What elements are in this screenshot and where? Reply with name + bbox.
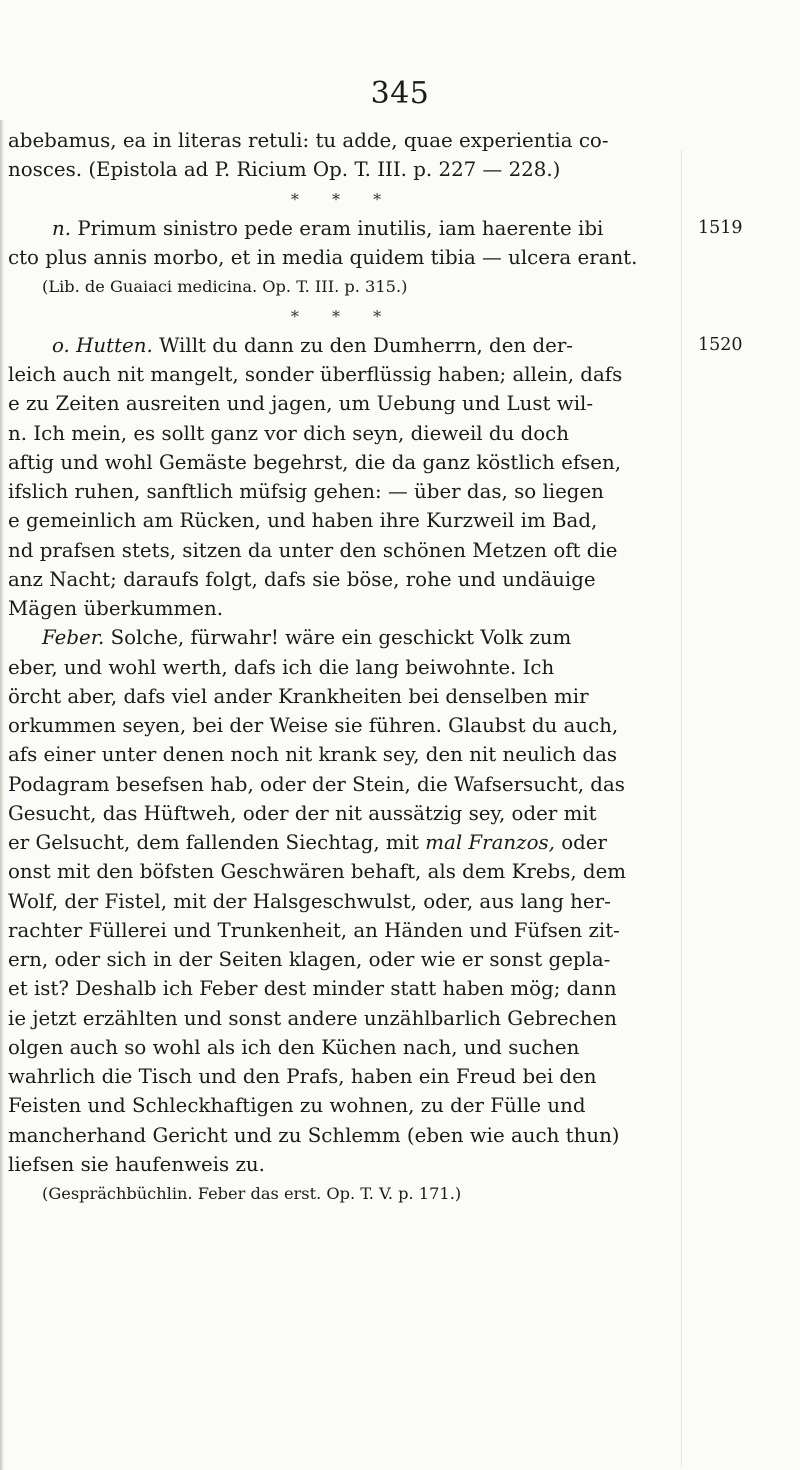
text-line	[8, 887, 678, 916]
text-line	[8, 419, 678, 448]
page-number: 345	[370, 76, 430, 111]
text-run: ifslich ruhen, sanftlich müfsig gehen: — über das, so liegen	[8, 480, 604, 503]
text-line	[8, 682, 678, 711]
text-line	[8, 623, 678, 652]
text-run: ern, oder sich in der Seiten klagen, oder wie er sonst gepla-	[8, 948, 611, 971]
text-line	[8, 1091, 678, 1120]
text-line	[8, 974, 678, 1003]
italic-run: Hutten.	[76, 333, 153, 357]
text-run: n. Ich mein, es sollt ganz vor dich seyn, dieweil du doch	[8, 421, 569, 445]
text-run: Solche, fürwahr! wäre ein geschickt Volk zum	[104, 626, 572, 650]
text-run: Gesucht, das Hüftweh, oder der nit aussätzig sey, oder mit	[8, 801, 597, 825]
body-text	[8, 126, 678, 1208]
text-line	[8, 126, 678, 155]
text-line	[8, 214, 678, 243]
text-line	[8, 389, 678, 418]
text-line	[8, 594, 678, 623]
text-line	[8, 857, 678, 886]
text-run: * * *	[290, 189, 396, 209]
text-run: e zu Zeiten ausreiten und jagen, um Uebung und Lust wil-	[8, 392, 594, 416]
text-line	[8, 302, 678, 331]
text-run: nosces. (Epistola ad P. Ricium Op. T. III. p. 227 — 228.)	[8, 158, 561, 182]
text-line	[8, 331, 678, 360]
text-run: olgen auch so wohl als ich den Küchen nach, und suchen	[8, 1035, 580, 1059]
text-run: rachter Füllerei und Trunkenheit, an Händen und Füfsen zit-	[8, 918, 620, 942]
text-run: afs einer unter denen noch nit krank sey, den nit neulich das	[8, 743, 618, 767]
text-line	[8, 1004, 678, 1033]
text-line	[8, 565, 678, 594]
text-line	[8, 1179, 678, 1208]
text-run: Feisten und Schleckhaftigen zu wohnen, zu der Fülle und	[8, 1094, 586, 1118]
text-run: Mägen überkummen.	[8, 597, 223, 620]
margin-year: 1520	[698, 334, 743, 355]
text-run: anz Nacht; daraufs folgt, dafs sie böse, rohe und undäuige	[8, 567, 596, 591]
text-run: ie jetzt erzählten und sonst andere unzählbarlich Gebrechen	[8, 1006, 617, 1030]
text-line	[8, 770, 678, 799]
text-line	[8, 185, 678, 214]
text-line	[8, 448, 678, 477]
text-line	[8, 916, 678, 945]
text-run: (Gesprächbüchlin. Feber das erst. Op. T. V. p. 171.)	[42, 1184, 462, 1203]
text-line	[8, 711, 678, 740]
italic-run: mal Franzos,	[425, 831, 555, 854]
text-line	[8, 945, 678, 974]
text-line	[8, 272, 678, 301]
text-run: abebamus, ea in literas retuli: tu adde, quae experientia co-	[8, 129, 609, 152]
text-run: eber, und wohl werth, dafs ich die lang beiwohnte. Ich	[8, 655, 555, 679]
margin-year: 1519	[698, 217, 743, 238]
text-line	[8, 360, 678, 389]
text-line	[8, 243, 678, 272]
italic-run: Feber.	[42, 626, 105, 650]
text-run: örcht aber, dafs viel ander Krankheiten bei denselben mir	[8, 684, 589, 708]
text-line	[8, 1121, 678, 1150]
text-run: nd prafsen stets, sitzen da unter den schönen Metzen oft die	[8, 538, 618, 562]
text-line	[8, 828, 678, 857]
text-run: orkummen seyen, bei der Weise sie führen. Glaubst du auch,	[8, 714, 619, 737]
text-line	[8, 653, 678, 682]
text-run: e gemeinlich am Rücken, und haben ihre Kurzweil im Bad,	[8, 509, 598, 533]
italic-run: o.	[52, 333, 70, 357]
text-run: aftig und wohl Gemäste begehrst, die da ganz köstlich efsen,	[8, 450, 622, 474]
text-run: et ist? Deshalb ich Feber dest minder statt haben mög; dann	[8, 977, 617, 1001]
text-run: Willt du dann zu den Dumherrn, den der-	[152, 333, 573, 357]
text-line	[8, 506, 678, 535]
text-run: oder	[554, 831, 607, 854]
text-line	[8, 1150, 678, 1179]
text-run: (Lib. de Guaiaci medicina. Op. T. III. p. 315.)	[42, 277, 408, 297]
column-rule	[681, 150, 682, 1467]
text-line	[8, 1062, 678, 1091]
text-run: Wolf, der Fistel, mit der Halsgeschwulst, oder, aus lang her-	[8, 889, 611, 913]
text-run: Primum sinistro pede eram inutilis, iam haerente ibi	[71, 216, 604, 240]
text-run: leich auch nit mangelt, sonder überflüssig haben; allein, dafs	[8, 363, 623, 386]
italic-run: n.	[52, 216, 72, 240]
text-line	[8, 1033, 678, 1062]
text-run: * * *	[290, 306, 396, 326]
text-run: er Gelsucht, dem fallenden Siechtag, mit	[8, 831, 426, 854]
binding-edge-shadow	[0, 120, 4, 1470]
text-run: mancherhand Gericht und zu Schlemm (eben wie auch thun)	[8, 1123, 620, 1147]
text-run: onst mit den böfsten Geschwären behaft, als dem Krebs, dem	[8, 860, 627, 884]
text-line	[8, 477, 678, 506]
text-line	[8, 536, 678, 565]
text-line	[8, 799, 678, 828]
text-run: liefsen sie haufenweis zu.	[8, 1152, 265, 1176]
text-run: Podagram besefsen hab, oder der Stein, die Wafsersucht, das	[8, 772, 625, 796]
text-run: wahrlich die Tisch und den Prafs, haben ein Freud bei den	[8, 1065, 597, 1088]
text-run: cto plus annis morbo, et in media quidem tibia — ulcera erant.	[8, 246, 638, 269]
text-line	[8, 740, 678, 769]
text-line	[8, 155, 678, 184]
